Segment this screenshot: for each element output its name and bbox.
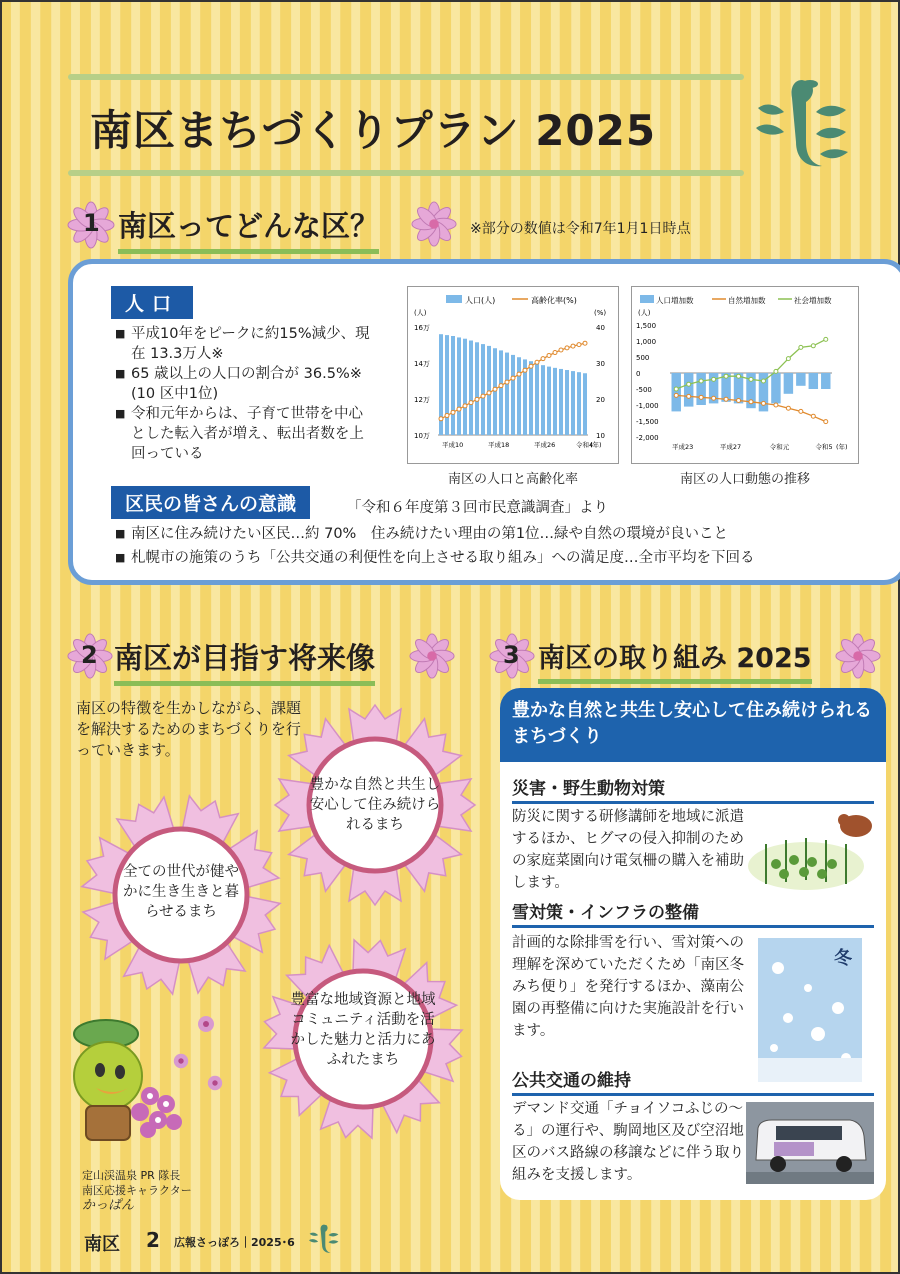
population-bar — [457, 337, 461, 435]
aging-rate-point — [445, 414, 449, 418]
vision-intro: 南区の特徴を生かしながら、課題を解決するためのまちづくりを行っていきます。 — [76, 699, 302, 759]
population-bar — [577, 372, 581, 435]
population-increase-bar — [809, 373, 818, 389]
opinion-label: 区民の皆さんの意識 — [111, 486, 310, 519]
y-tick-label: -1,000 — [636, 402, 659, 410]
aging-rate-point — [505, 380, 509, 384]
aging-rate-point — [463, 404, 467, 408]
legend-label: 人口(人) — [465, 296, 496, 305]
social-increase-point — [774, 369, 778, 373]
population-increase-bar — [771, 373, 780, 403]
population-bar — [565, 370, 569, 435]
population-bar — [511, 355, 515, 435]
y-tick-label: 16万 — [414, 324, 430, 332]
natural-increase-point — [774, 403, 778, 407]
section1-panel — [68, 259, 900, 585]
list-item: ■ 令和元年からは、子育て世帯を中心とした転入者が増え、転出者数を上回っている — [115, 404, 377, 464]
x-tick-label: 平成27 — [719, 443, 742, 451]
natural-increase-point — [687, 394, 691, 398]
demographics-chart-caption: 南区の人口動態の推移 — [679, 472, 810, 487]
population-increase-bar — [796, 373, 805, 386]
legend-swatch — [640, 295, 654, 303]
booklet-title: 冬 — [834, 948, 852, 969]
list-item: ■ 平成10年をピークに約15%減少、現在 13.3万人※ — [115, 324, 377, 364]
date-note: ※部分の数値は令和7年1月1日時点 — [470, 221, 691, 237]
aging-rate-point — [577, 343, 581, 347]
section-heading-2: 南区が目指す将来像 — [114, 636, 375, 686]
vision-text-1: 豊かな自然と共生し安心して住み続けられるまち — [309, 777, 441, 833]
natural-increase-point — [799, 409, 803, 413]
aging-rate-point — [487, 391, 491, 395]
natural-increase-point — [786, 406, 790, 410]
y-tick-label: 500 — [636, 354, 650, 362]
section3-panel — [500, 688, 886, 1200]
kappa-mascot-icon — [70, 1014, 194, 1164]
cosmos-flower-icon — [408, 632, 456, 680]
y-tick-label: 0 — [636, 370, 641, 378]
x-tick-label: 平成18 — [488, 441, 510, 449]
small-flower-icon — [206, 1074, 224, 1092]
winter-booklet-image — [758, 938, 862, 1082]
legend-label: 社会増加数 — [794, 296, 832, 305]
minibus-icon — [746, 1102, 874, 1184]
aging-rate-point — [571, 344, 575, 348]
population-bar — [481, 344, 485, 435]
demographics-chart — [631, 286, 859, 464]
legend-label: 高齢化率(%) — [531, 296, 577, 305]
population-bar — [505, 353, 509, 435]
social-increase-point — [811, 344, 815, 348]
population-bar — [469, 341, 473, 436]
item-text-snow: 計画的な除排雪を行い、雪対策への理解を深めていただくため「南区冬みち便り」を発行するほか、藻南公園の再整備に向けた実施設計を行います。 — [512, 935, 744, 1039]
character-name: かっぱん — [82, 1198, 135, 1213]
y-tick-label: 14万 — [414, 360, 430, 368]
ward-logo-small-icon — [306, 1222, 342, 1256]
axis-unit: (人) — [638, 309, 651, 317]
population-bar — [517, 357, 521, 435]
population-bullets — [115, 324, 377, 464]
natural-increase-point — [737, 399, 741, 403]
survey-source: 「令和６年度第３回市民意識調査」より — [347, 500, 608, 516]
list-item: ■ 南区に住み続けたい区民…約 70% 住み続けたい理由の第1位…緑や自然の環境が良いこと — [115, 522, 875, 546]
credit-line-1: 定山渓温泉 PR 隊長 — [82, 1169, 181, 1182]
aging-rate-point — [541, 357, 545, 361]
cosmos-flower-icon — [410, 200, 458, 248]
list-item: ■ 札幌市の施策のうち「公共交通の利便性を向上させる取り組み」への満足度…全市平均を下回る — [115, 546, 875, 570]
aging-rate-point — [451, 410, 455, 414]
item-text-disaster: 防災に関する研修講師を地域に派遣するほか、ヒグマの侵入抑制のための家庭菜園向け電気柵の購入を補助します。 — [512, 809, 744, 891]
population-bar — [529, 361, 533, 435]
footer-publication: 広報さっぽろ｜2025･6 — [174, 1236, 295, 1249]
section-number-2: 2 — [81, 641, 98, 669]
aging-rate-point — [511, 376, 515, 380]
demographics-chart-svg — [632, 287, 858, 463]
item-title-snow: 雪対策・インフラの整備 — [512, 898, 874, 928]
opinion-bullets — [115, 522, 875, 570]
aging-rate-point — [547, 353, 551, 357]
x-tick-label: 令和5 — [815, 443, 833, 451]
section-number-3: 3 — [503, 641, 520, 669]
aging-rate-point — [469, 401, 473, 405]
aging-rate-point — [583, 341, 587, 345]
population-chart-svg — [408, 287, 618, 463]
population-bar — [463, 339, 467, 435]
aging-rate-point — [475, 397, 479, 401]
population-bar — [499, 350, 503, 435]
population-increase-bar — [684, 373, 693, 407]
footer-page-number: 2 — [146, 1228, 160, 1252]
social-increase-point — [724, 374, 728, 378]
credit-line-2: 南区応援キャラクター — [82, 1184, 192, 1197]
item-text-transit: デマンド交通「チョイソコふじの〜る」の運行や、駒岡地区及び空沼地区のバス路線の移譲などに伴う取り組みを支援します。 — [512, 1101, 744, 1183]
social-increase-point — [799, 345, 803, 349]
aging-rate-point — [481, 394, 485, 398]
x-tick-label: 令和元 — [769, 443, 790, 451]
aging-rate-point — [457, 407, 461, 411]
item-title-disaster: 災害・野生動物対策 — [512, 774, 874, 804]
y-tick-label: 1,500 — [636, 322, 657, 330]
population-increase-bar — [821, 373, 830, 389]
title-rule-bottom — [68, 170, 744, 176]
social-increase-point — [749, 377, 753, 381]
social-increase-point — [761, 379, 765, 383]
ward-logo-icon — [750, 72, 854, 176]
population-bar — [559, 369, 563, 435]
axis-unit-right: (%) — [594, 309, 607, 317]
demand-bus-image — [746, 1102, 874, 1184]
population-bar — [583, 373, 587, 435]
y2-tick-label: 20 — [596, 396, 605, 404]
legend-swatch — [446, 295, 462, 303]
aging-rate-point — [529, 364, 533, 368]
section3-banner: 豊かな自然と共生し安心して住み続けられるまちづくり — [500, 688, 886, 762]
x-tick-label: (年) — [836, 443, 848, 451]
population-bar — [553, 368, 557, 435]
population-bar — [535, 363, 539, 435]
aging-rate-point — [517, 372, 521, 376]
vision-text-2: 全ての世代が健やかに生き生きと暮らせるまち — [123, 864, 239, 920]
section-number-1: 1 — [83, 209, 100, 237]
population-increase-bar — [672, 373, 681, 411]
page-title: 南区まちづくりプラン 2025 — [90, 106, 657, 155]
legend-label: 自然増加数 — [728, 296, 766, 305]
population-label: 人口 — [111, 286, 193, 319]
y-tick-label: 10万 — [414, 432, 430, 440]
y-tick-label: 12万 — [414, 396, 430, 404]
natural-increase-point — [811, 414, 815, 418]
x-tick-label: 平成10 — [442, 441, 464, 449]
x-tick-label: 平成23 — [672, 443, 694, 451]
population-bar — [571, 371, 575, 435]
title-rule-top — [68, 74, 744, 80]
aging-rate-point — [439, 417, 443, 421]
vision-text-3: 豊富な地域資源と地域コミュニティ活動を活かした魅力と活力にあふれたまち — [290, 992, 436, 1068]
section-heading-1: 南区ってどんな区？ — [118, 204, 379, 254]
footer-ward: 南区 — [84, 1234, 120, 1255]
population-chart — [407, 286, 619, 464]
social-increase-point — [699, 379, 703, 383]
legend-label: 人口増加数 — [656, 296, 694, 305]
social-increase-point — [786, 357, 790, 361]
population-bar — [475, 342, 479, 435]
natural-increase-point — [674, 393, 678, 397]
y-tick-label: -500 — [636, 386, 652, 394]
y2-tick-label: 10 — [596, 432, 605, 440]
y2-tick-label: 30 — [596, 360, 605, 368]
y-tick-label: -1,500 — [636, 418, 659, 426]
aging-rate-point — [493, 387, 497, 391]
population-bar — [451, 336, 455, 435]
natural-increase-point — [749, 400, 753, 404]
axis-unit-left: (人) — [414, 309, 427, 317]
natural-increase-point — [712, 396, 716, 400]
population-bar — [445, 335, 449, 435]
population-chart-caption: 南区の人口と高齢化率 — [447, 472, 578, 487]
social-increase-point — [687, 382, 691, 386]
item-title-transit: 公共交通の維持 — [512, 1066, 874, 1096]
x-tick-label: 平成26 — [534, 441, 556, 449]
x-tick-label: 令和4 — [576, 441, 594, 449]
electric-fence-illustration-icon — [746, 804, 876, 894]
cosmos-flower-icon — [834, 632, 882, 680]
natural-increase-point — [699, 395, 703, 399]
aging-rate-point — [559, 348, 563, 352]
natural-increase-point — [724, 397, 728, 401]
population-bar — [547, 367, 551, 435]
mascot-credit — [82, 1168, 192, 1213]
natural-increase-point — [761, 401, 765, 405]
social-increase-point — [737, 374, 741, 378]
y-tick-label: -2,000 — [636, 434, 659, 442]
x-tick-label: (年) — [590, 441, 602, 449]
y2-tick-label: 40 — [596, 324, 605, 332]
aging-rate-point — [523, 368, 527, 372]
aging-rate-point — [565, 346, 569, 350]
aging-rate-point — [535, 360, 539, 364]
y-tick-label: 1,000 — [636, 338, 657, 346]
social-increase-point — [712, 377, 716, 381]
population-increase-bar — [784, 373, 793, 394]
small-flower-icon — [196, 1014, 216, 1034]
section-heading-3: 南区の取り組み 2025 — [538, 636, 812, 684]
natural-increase-point — [824, 420, 828, 424]
social-increase-point — [824, 337, 828, 341]
social-increase-point — [674, 387, 678, 391]
population-increase-bar — [696, 373, 705, 405]
population-bar — [541, 365, 545, 435]
aging-rate-point — [499, 384, 503, 388]
list-item: ■ 65 歳以上の人口の割合が 36.5%※ (10 区中1位) — [115, 364, 377, 404]
aging-rate-point — [553, 351, 557, 355]
